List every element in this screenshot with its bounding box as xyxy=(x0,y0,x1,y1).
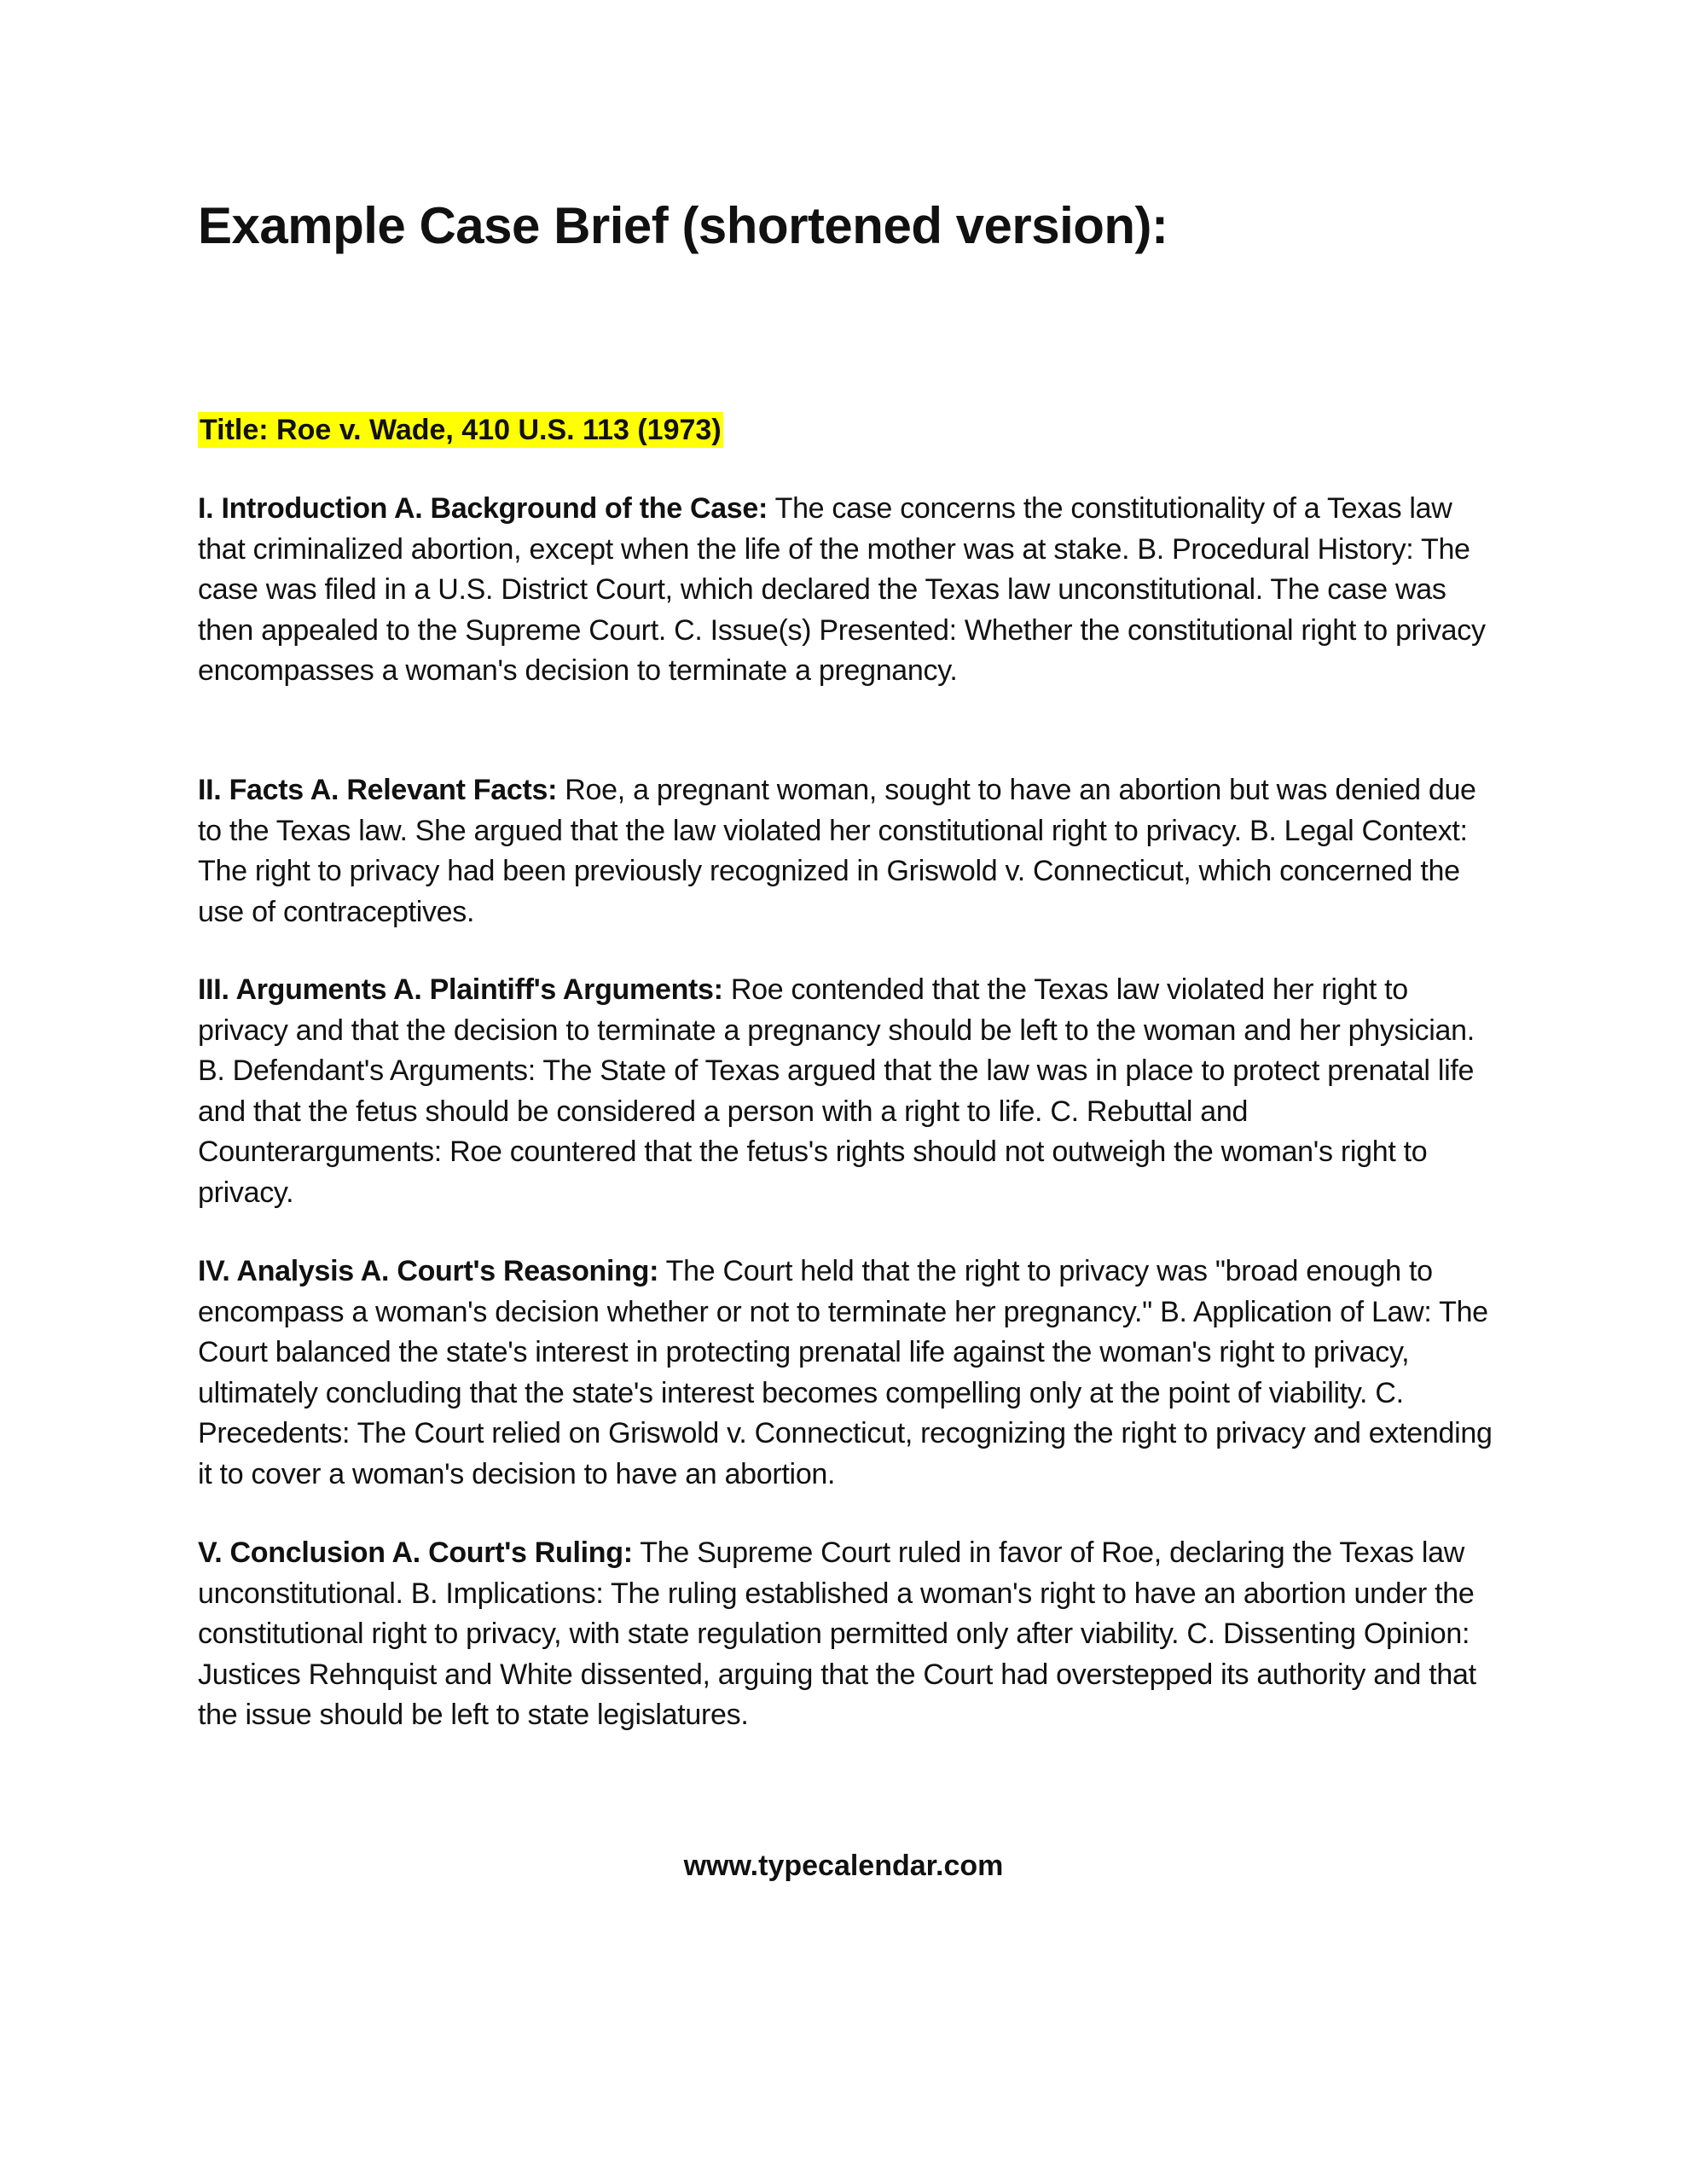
section-body: The case concerns the constitutionality of a Texas law that criminalized abortion, except when the life of the mother was at stake. B. Procedural History: The case was filed in a U.S. District Court, which declared the Texas law unconstitutional. The case was then appealed to the Supreme Court. C. Issue(s) Presented: Whether the constitutional right to privacy encompasses a woman's decision to terminate a pregnancy. xyxy=(198,492,1486,687)
section-conclusion xyxy=(198,1533,1494,1736)
section-introduction xyxy=(198,489,1494,692)
section-body: The Court held that the right to privacy was "broad enough to encompass a woman's decision whether or not to terminate her pregnancy." B. Application of Law: The Court balanced the state's interest in protecting prenatal life against the woman's right to privacy, ultimately concluding that the state's interest becomes compelling only at the point of viability. C. Precedents: The Court relied on Griswold v. Connecticut, recognizing the right to privacy and extending it to cover a woman's decision to have an abortion. xyxy=(198,1255,1493,1490)
section-facts xyxy=(198,770,1494,932)
section-analysis xyxy=(198,1252,1494,1495)
section-heading: V. Conclusion A. Court's Ruling: xyxy=(198,1536,633,1569)
footer-website: www.typecalendar.com xyxy=(683,1850,1004,1882)
section-body: Roe contended that the Texas law violated her right to privacy and that the decision to terminate a pregnancy should be left to the woman and her physician. B. Defendant's Arguments: The State of Texas argued that the law was in place to protect prenatal life and that the fetus should be considered a person with a right to life. C. Rebuttal and Counterarguments: Roe countered that the fetus's rights should not outweigh the woman's right to privacy. xyxy=(198,973,1475,1209)
case-title-highlight: Title: Roe v. Wade, 410 U.S. 113 (1973) xyxy=(200,414,722,446)
document-title: Example Case Brief (shortened version): xyxy=(198,197,1168,254)
section-body: The Supreme Court ruled in favor of Roe, declaring the Texas law unconstitutional. B. Implications: The ruling established a woman's right to have an abortion under the constitutional right to privacy, with state regulation permitted only after viability. C. Dissenting Opinion: Justices Rehnquist and White dissented, arguing that the Court had overstepped its authority and that the issue should be left to state legislatures. xyxy=(198,1536,1476,1731)
case-title xyxy=(198,410,723,450)
section-heading: II. Facts A. Relevant Facts: xyxy=(198,774,558,806)
section-body: Roe, a pregnant woman, sought to have an abortion but was denied due to the Texas law. She argued that the law violated her constitutional right to privacy. B. Legal Context: The right to privacy had been previously recognized in Griswold v. Connecticut, which concerned the use of contraceptives. xyxy=(198,774,1476,928)
section-arguments xyxy=(198,970,1494,1213)
section-heading: IV. Analysis A. Court's Reasoning: xyxy=(198,1255,659,1287)
section-heading: III. Arguments A. Plaintiff's Arguments: xyxy=(198,973,723,1006)
section-heading: I. Introduction A. Background of the Case: xyxy=(198,492,768,525)
